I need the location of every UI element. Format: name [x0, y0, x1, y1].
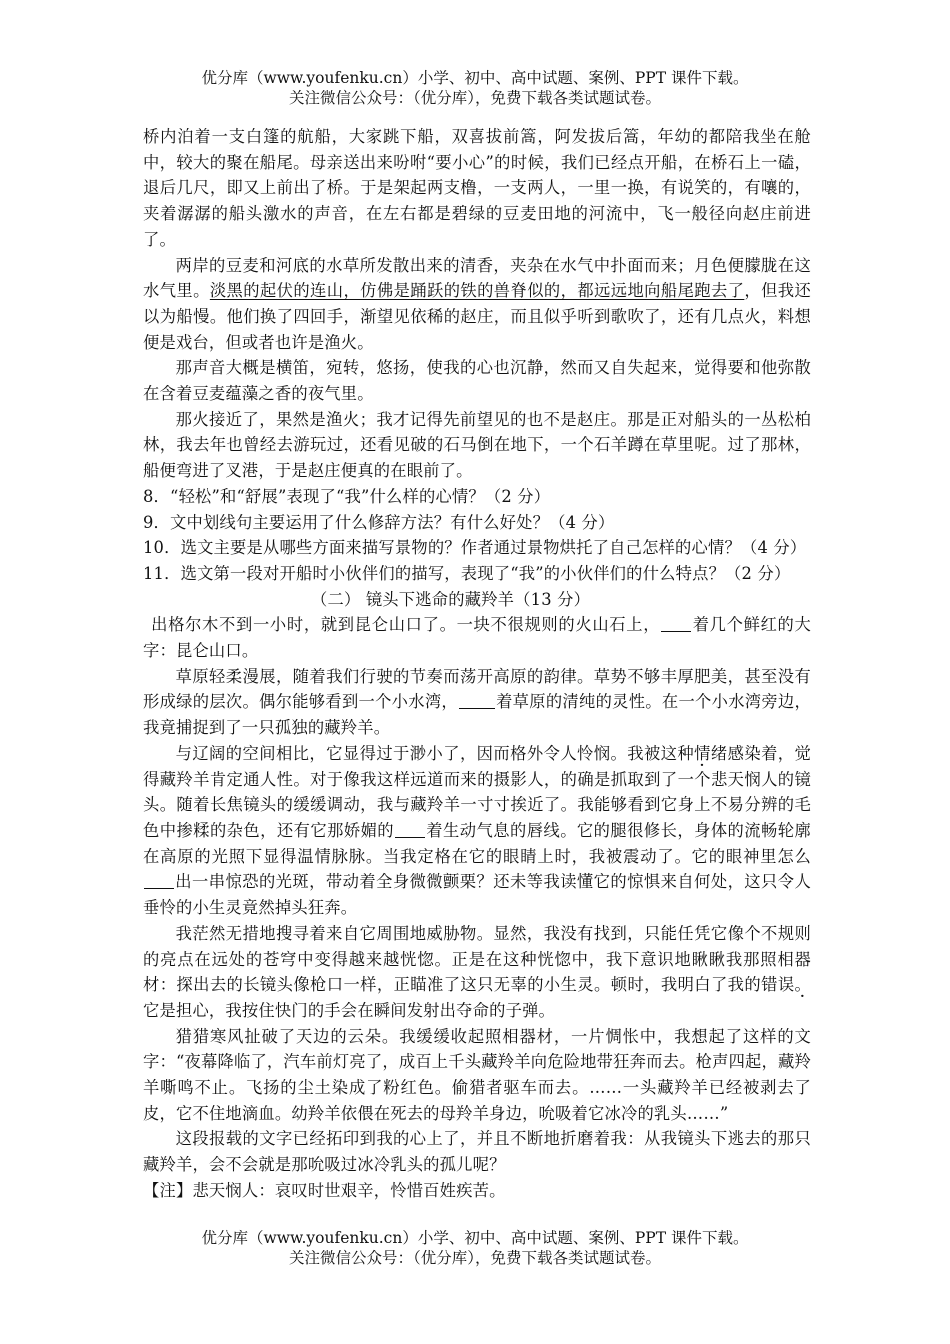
question-11: 11．选文第一段对开船时小伙伴们的描写，表现了“我”的小伙伴们的什么特点？（2 分）	[143, 563, 791, 583]
dotted-character: 种	[677, 743, 695, 763]
annotation-note: 【注】悲天悯人：哀叹时世艰辛，怜惜百姓疾苦。	[143, 1180, 506, 1200]
passage1-paragraph-2	[143, 253, 811, 356]
header-line-2: 关注微信公众号：（优分库），免费下载各类试题试卷。	[288, 89, 661, 107]
p1-text-a: 出格尔木不到一小时，就到昆仑山口了。一块不很规则的火山石上，	[151, 615, 661, 635]
p2-text-after: ，但我还以为船慢。他们换了四回手，渐望见依稀的赵庄，而且似乎听到歌吹了，还有几点火，料想便是戏台，但或者也许是渔火。	[143, 281, 811, 352]
passage2-paragraph-2	[143, 664, 811, 741]
fill-blank	[459, 690, 495, 709]
p3-text-a: 与辽阔的空间相比，它显得过于渺小了，因而格外令人怜悯。我被这	[175, 743, 678, 763]
header-line-1: 优分库（www.youfenku.cn）小学、初中、高中试题、案例、PPT 课件下载。	[201, 69, 749, 87]
question-10: 10．选文主要是从哪些方面来描写景物的？作者通过景物烘托了自己怎样的心情？（4 分）	[143, 538, 807, 558]
fill-blank	[395, 819, 425, 838]
p2-text-a: 草原轻柔漫展，随着我们行驶的节奏而荡开高原的韵律。草势不够丰厚肥美，甚至没有形成绿的层次。偶尔能够看到一个小水湾，	[143, 666, 811, 712]
p2-text-b: 着草原的清纯的灵性。在一个小水湾旁边，我竟捕捉到了一只孤独的藏羚羊。	[143, 692, 811, 738]
p3-text-d: 出一串惊恐的光斑，带动着全身微微颤栗？还未等我读懂它的惊惧来自何处，这只令人垂怜的小生灵竟然掉头狂奔。	[143, 872, 811, 918]
document-body	[143, 124, 811, 1204]
p3-text-c: 着生动气息的唇线。它的腿很修长，身体的流畅轮廓在高原的光照下显得温情脉脉。当我定格在它的眼睛上时，我被震动了。它的眼神里怎么	[143, 820, 811, 866]
p1-text-b: 着几个鲜红的大字：昆仑山口。	[143, 615, 811, 661]
passage1-paragraph-3: 那声音大概是横笛，宛转，悠扬，使我的心也沉静，然而又自失起来，觉得要和他弥散在含着豆麦蕴藻之香的夜气里。	[143, 358, 811, 404]
question-9: 9．文中划线句主要运用了什么修辞方法？有什么好处？（4 分）	[143, 512, 615, 532]
fill-blank	[144, 870, 174, 889]
passage1-paragraph-4: 那火接近了，果然是渔火；我才记得先前望见的也不是赵庄。那是正对船头的一丛松柏林，我去年也曾经去游玩过，还看见破的石马倒在地下，一个石羊蹲在草里呢。过了那林，船便弯进了叉港，于是赵庄便真的在眼前了。	[143, 409, 811, 481]
dotted-character: 误	[777, 975, 795, 995]
question-8: 8．“轻松”和“舒展”表现了“我”什么样的心情？（2 分）	[143, 486, 551, 506]
p3-text-b: 情绪感染着，觉得藏羚羊肯定通人性。对于像我这样远道而来的摄影人，的确是抓取到了一个悲天悯人的镜头。随着长焦镜头的缓缓调动，我与藏羚羊一寸寸挨近了。我能够看到它身上不易分辨的毛色中掺糅的杂色，还有它那娇媚的	[143, 743, 812, 840]
footer-line-2: 关注微信公众号：（优分库），免费下载各类试题试卷。	[288, 1249, 661, 1267]
passage2-paragraph-5: 猎猎寒风扯破了天边的云朵。我缓缓收起照相器材，一片惆怅中，我想起了这样的文字：“夜幕降临了，汽车前灯亮了，成百上千头藏羚羊向危险地带狂奔而去。枪声四起，藏羚羊嘶鸣不止。飞扬的尘土染成了粉红色。偷猎者驱车而去。……一头藏羚羊已经被剥去了皮，它不住地滴血。幼羚羊依偎在死去的母羚羊身边，吮吸着它冰冷的乳头……”	[143, 1026, 811, 1123]
footer-line-1: 优分库（www.youfenku.cn）小学、初中、高中试题、案例、PPT 课件下载。	[201, 1229, 749, 1247]
p4-text-a: 我茫然无措地搜寻着来自它周围地威胁物。显然，我没有找到，只能任凭它像个不规则的亮点在远处的苍穹中变得越来越恍惚。正是在这种恍惚中，我下意识地瞅瞅我那照相器材：探出去的长镜头像枪口一样，正瞄准了这只无辜的小生灵。顿时，我明白了我的错	[143, 923, 811, 995]
passage1-paragraph-1: 桥内泊着一支白篷的航船，大家跳下船，双喜拔前篙，阿发拔后篙，年幼的都陪我坐在舱中，较大的聚在船尾。母亲送出来吩咐“要小心”的时候，我们已经点开船，在桥石上一磕，退后几尺，即又上前出了桥。于是架起两支橹，一支两人，一里一换，有说笑的，有嚷的，夹着潺潺的船头激水的声音，在左右都是碧绿的豆麦田地的河流中，飞一般径向赵庄前进了。	[143, 127, 811, 249]
page-header	[0, 68, 950, 108]
p2-text-before: 两岸的豆麦和河底的水草所发散出来的清香，夹杂在水气中扑面而来；月色便朦胧在这水气里。	[143, 255, 811, 301]
section-title: （二） 镜头下逃命的藏羚羊（13 分）	[311, 589, 591, 609]
passage2-paragraph-1	[143, 612, 811, 663]
page-footer	[0, 1228, 950, 1268]
fill-blank	[661, 613, 691, 632]
passage2-paragraph-4	[143, 921, 811, 1024]
p4-text-b: 。它是担心，我按住快门的手会在瞬间发射出夺命的子弹。	[143, 975, 812, 1020]
passage2-paragraph-3	[143, 741, 811, 921]
underlined-sentence: 淡黑的起伏的连山，仿佛是踊跃的铁的兽脊似的，都远远地向船尾跑去了	[209, 281, 745, 301]
passage2-paragraph-6: 这段报载的文字已经拓印到我的心上了，并且不断地折磨着我：从我镜头下逃去的那只藏羚羊，会不会就是那吮吸过冰冷乳头的孤儿呢？	[143, 1129, 811, 1175]
